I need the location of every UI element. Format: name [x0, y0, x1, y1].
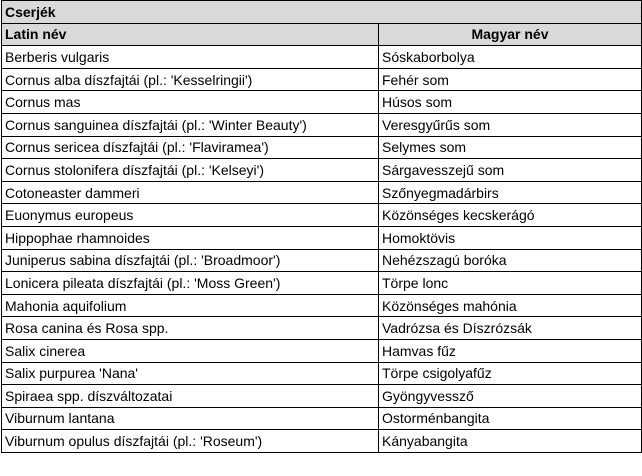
table-row — [2, 226, 642, 249]
shrub-table — [1, 0, 642, 453]
hungarian-name-cell[interactable]: Sárgavesszejű som — [379, 159, 642, 182]
latin-name-cell[interactable]: Salix purpurea 'Nana' — [2, 362, 379, 385]
hungarian-name-cell[interactable]: Törpe lonc — [379, 272, 642, 295]
latin-name-cell[interactable]: Viburnum lantana — [2, 407, 379, 430]
hungarian-name-cell[interactable]: Gyöngyvessző — [379, 385, 642, 408]
latin-name-cell[interactable]: Mahonia aquifolium — [2, 294, 379, 317]
hungarian-name-header[interactable]: Magyar név — [379, 23, 642, 46]
latin-name-cell[interactable]: Rosa canina és Rosa spp. — [2, 317, 379, 340]
table-row — [2, 136, 642, 159]
table-row — [2, 204, 642, 227]
header-row — [2, 23, 642, 46]
hungarian-name-cell[interactable]: Hamvas fűz — [379, 339, 642, 362]
table-row — [2, 272, 642, 295]
table-row — [2, 362, 642, 385]
title-row — [2, 1, 642, 24]
hungarian-name-cell[interactable]: Nehézszagú boróka — [379, 249, 642, 272]
table-row — [2, 159, 642, 182]
table-row — [2, 91, 642, 114]
latin-name-cell[interactable]: Cornus sanguinea díszfajtái (pl.: 'Winter Beauty') — [2, 113, 379, 136]
table-row — [2, 46, 642, 69]
hungarian-name-cell[interactable]: Közönséges kecskerágó — [379, 204, 642, 227]
latin-name-cell[interactable]: Euonymus europeus — [2, 204, 379, 227]
latin-name-cell[interactable]: Spiraea spp. díszváltozatai — [2, 385, 379, 408]
latin-name-cell[interactable]: Cornus sericea díszfajtái (pl.: 'Flaviramea') — [2, 136, 379, 159]
latin-name-cell[interactable]: Cornus mas — [2, 91, 379, 114]
hungarian-name-cell[interactable]: Kányabangita — [379, 430, 642, 453]
table-row — [2, 181, 642, 204]
hungarian-name-cell[interactable]: Törpe csigolyafűz — [379, 362, 642, 385]
hungarian-name-cell[interactable]: Közönséges mahónia — [379, 294, 642, 317]
latin-name-header[interactable]: Latin név — [2, 23, 379, 46]
latin-name-cell[interactable]: Viburnum opulus díszfajtái (pl.: 'Roseum') — [2, 430, 379, 453]
latin-name-cell[interactable]: Lonicera pileata díszfajtái (pl.: 'Moss Green') — [2, 272, 379, 295]
latin-name-cell[interactable]: Salix cinerea — [2, 339, 379, 362]
table-row — [2, 294, 642, 317]
hungarian-name-cell[interactable]: Homoktövis — [379, 226, 642, 249]
latin-name-cell[interactable]: Hippophae rhamnoides — [2, 226, 379, 249]
table-row — [2, 385, 642, 408]
table-body — [2, 46, 642, 453]
spreadsheet — [1, 0, 641, 453]
latin-name-cell[interactable]: Cornus alba díszfajtái (pl.: 'Kesselringii') — [2, 68, 379, 91]
hungarian-name-cell[interactable]: Selymes som — [379, 136, 642, 159]
latin-name-cell[interactable]: Juniperus sabina díszfajtái (pl.: 'Broadmoor') — [2, 249, 379, 272]
table-row — [2, 249, 642, 272]
hungarian-name-cell[interactable]: Szőnyegmadárbirs — [379, 181, 642, 204]
hungarian-name-cell[interactable]: Húsos som — [379, 91, 642, 114]
hungarian-name-cell[interactable]: Ostorménbangita — [379, 407, 642, 430]
table-row — [2, 317, 642, 340]
table-row — [2, 113, 642, 136]
latin-name-cell[interactable]: Berberis vulgaris — [2, 46, 379, 69]
hungarian-name-cell[interactable]: Fehér som — [379, 68, 642, 91]
hungarian-name-cell[interactable]: Vadrózsa és Díszrózsák — [379, 317, 642, 340]
table-row — [2, 339, 642, 362]
latin-name-cell[interactable]: Cornus stolonifera díszfajtái (pl.: 'Kelseyi') — [2, 159, 379, 182]
table-row — [2, 430, 642, 453]
table-row — [2, 407, 642, 430]
hungarian-name-cell[interactable]: Sóskaborbolya — [379, 46, 642, 69]
table-row — [2, 68, 642, 91]
table-title[interactable]: Cserjék — [2, 1, 642, 24]
latin-name-cell[interactable]: Cotoneaster dammeri — [2, 181, 379, 204]
hungarian-name-cell[interactable]: Veresgyűrűs som — [379, 113, 642, 136]
